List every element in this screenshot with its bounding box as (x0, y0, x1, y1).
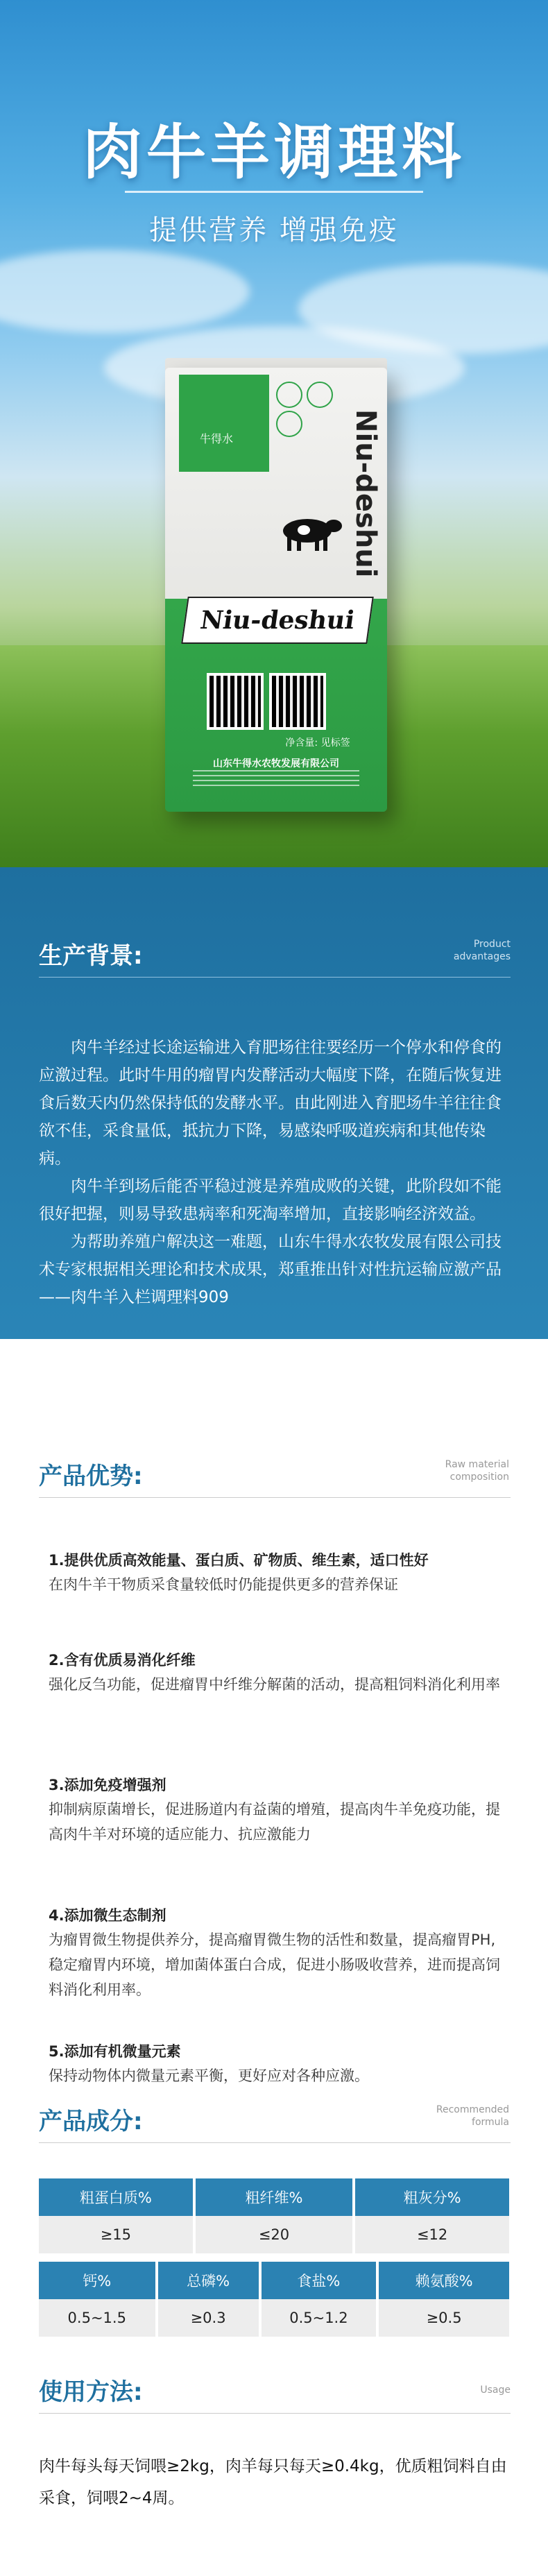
composition-section (18, 2088, 530, 2326)
advantage-desc: 强化反刍功能，促进瘤胃中纤维分解菌的活动，提高粗饲料消化利用率 (49, 1676, 500, 1693)
heading-divider (39, 977, 511, 978)
usage-en-label: Usage (480, 2385, 511, 2396)
composition-value: ≥0.3 (157, 2299, 260, 2337)
composition-header: 钙% (39, 2262, 157, 2299)
usage-heading (39, 2359, 511, 2421)
advantage-item (49, 1648, 506, 1697)
composition-heading (39, 2088, 509, 2151)
background-en-label: Product advantages (453, 939, 511, 962)
composition-value: ≥15 (39, 2216, 194, 2253)
bag-logo-band (179, 375, 269, 472)
advantage-desc: 保持动物体内微量元素平衡，更好应对各种应激。 (49, 2067, 369, 2084)
advantages-heading (39, 1443, 509, 1505)
hero-title: 肉牛羊调理料 (83, 118, 465, 187)
bag-fine-print (193, 770, 359, 787)
advantage-desc: 抑制病原菌增长，促进肠道内有益菌的增殖，提高肉牛羊免疫功能，提高肉牛羊对环境的适应能力、抗应激能力 (49, 1801, 500, 1843)
background-heading (39, 923, 511, 985)
advantage-item (49, 1549, 506, 1597)
composition-value: ≥0.5 (377, 2299, 509, 2337)
heading-divider (39, 2142, 511, 2143)
heading-divider (39, 2413, 511, 2414)
hero-subtitle: 提供营养 增强免疫 (149, 214, 399, 246)
advantage-item (49, 1904, 506, 2002)
qr-code-icon (207, 673, 264, 730)
usage-title: 使用方法: (39, 2378, 143, 2406)
advantage-desc: 在肉牛羊干物质采食量较低时仍能提供更多的营养保证 (49, 1576, 398, 1593)
bag-weight: 净含量: 见标签 (285, 737, 350, 749)
qr-code-icon (269, 673, 326, 730)
advantage-heading: 4.添加微生态制剂 (49, 1907, 166, 1924)
background-text (39, 1034, 511, 1311)
composition-header: 赖氨酸% (377, 2262, 509, 2299)
hero-divider (125, 191, 423, 193)
bag-body (165, 368, 387, 812)
bag-maker: 山东牛得水农牧发展有限公司 (213, 758, 339, 769)
bag-brand-name: Niu-deshui (181, 597, 374, 644)
composition-header: 粗纤维% (194, 2178, 354, 2216)
product-bag-image (165, 368, 387, 839)
background-paragraph: 肉牛羊到场后能否平稳过渡是养殖成败的关键，此阶段如不能很好把握，则易导致患病率和死淘率增加，直接影响经济效益。 (39, 1177, 502, 1223)
advantage-heading: 1.提供优质高效能量、蛋白质、矿物质、维生素，适口性好 (49, 1552, 429, 1569)
advantages-title: 产品优势: (39, 1462, 143, 1490)
composition-value: 0.5~1.5 (39, 2299, 157, 2337)
background-paragraph: 为帮助养殖户解决这一难题，山东牛得水农牧发展有限公司技术专家根据相关理论和技术成果，郑重推出针对性抗运输应激产品——肉牛羊入栏调理料909 (39, 1233, 502, 1306)
advantages-en-label: Raw material composition (445, 1459, 509, 1483)
advantage-heading: 3.添加免疫增强剂 (49, 1777, 166, 1793)
composition-title: 产品成分: (39, 2108, 143, 2135)
background-paragraph: 肉牛羊经过长途运输进入育肥场往往要经历一个停水和停食的应激过程。此时牛用的瘤胃内发酵活动大幅度下降，在随后恢复进食后数天内仍然保持低的发酵水平。由此刚进入育肥场牛羊往往食欲不佳，采食量低，抵抗力下降，易感染呼吸道疾病和其他传染病。 (39, 1039, 502, 1168)
composition-header: 食盐% (260, 2262, 378, 2299)
cloud (0, 250, 250, 333)
heading-divider (39, 1497, 511, 1498)
composition-value: 0.5~1.2 (260, 2299, 378, 2337)
composition-header: 粗灰分% (354, 2178, 509, 2216)
composition-en-label: Recommended formula (436, 2104, 509, 2128)
advantage-item (49, 2040, 506, 2088)
composition-value: ≤20 (194, 2216, 354, 2253)
composition-table-2 (39, 2262, 509, 2337)
composition-header: 粗蛋白质% (39, 2178, 194, 2216)
advantage-item (49, 1773, 506, 1847)
advantage-heading: 2.含有优质易消化纤维 (49, 1652, 196, 1669)
composition-header: 总磷% (157, 2262, 260, 2299)
advantages-card (18, 1429, 530, 2088)
composition-table-1 (39, 2178, 509, 2253)
advantage-heading: 5.添加有机微量元素 (49, 2043, 181, 2060)
usage-text: 肉牛每头每天饲喂≥2kg，肉羊每只每天≥0.4kg，优质粗饲料自由采食，饲喂2~4周。 (39, 2457, 507, 2507)
cow-icon (269, 506, 345, 555)
advantage-desc: 为瘤胃微生物提供养分，提高瘤胃微生物的活性和数量，提高瘤胃PH,稳定瘤胃内环境，增加菌体蛋白合成，促进小肠吸收营养，进而提高饲料消化利用率。 (49, 1931, 500, 1998)
hero-banner (0, 0, 548, 867)
background-title: 生产背景: (39, 942, 143, 970)
bag-side-brand: Niu-deshui (350, 409, 382, 578)
composition-value: ≤12 (354, 2216, 509, 2253)
bag-logo-text: 牛得水 (200, 432, 234, 445)
